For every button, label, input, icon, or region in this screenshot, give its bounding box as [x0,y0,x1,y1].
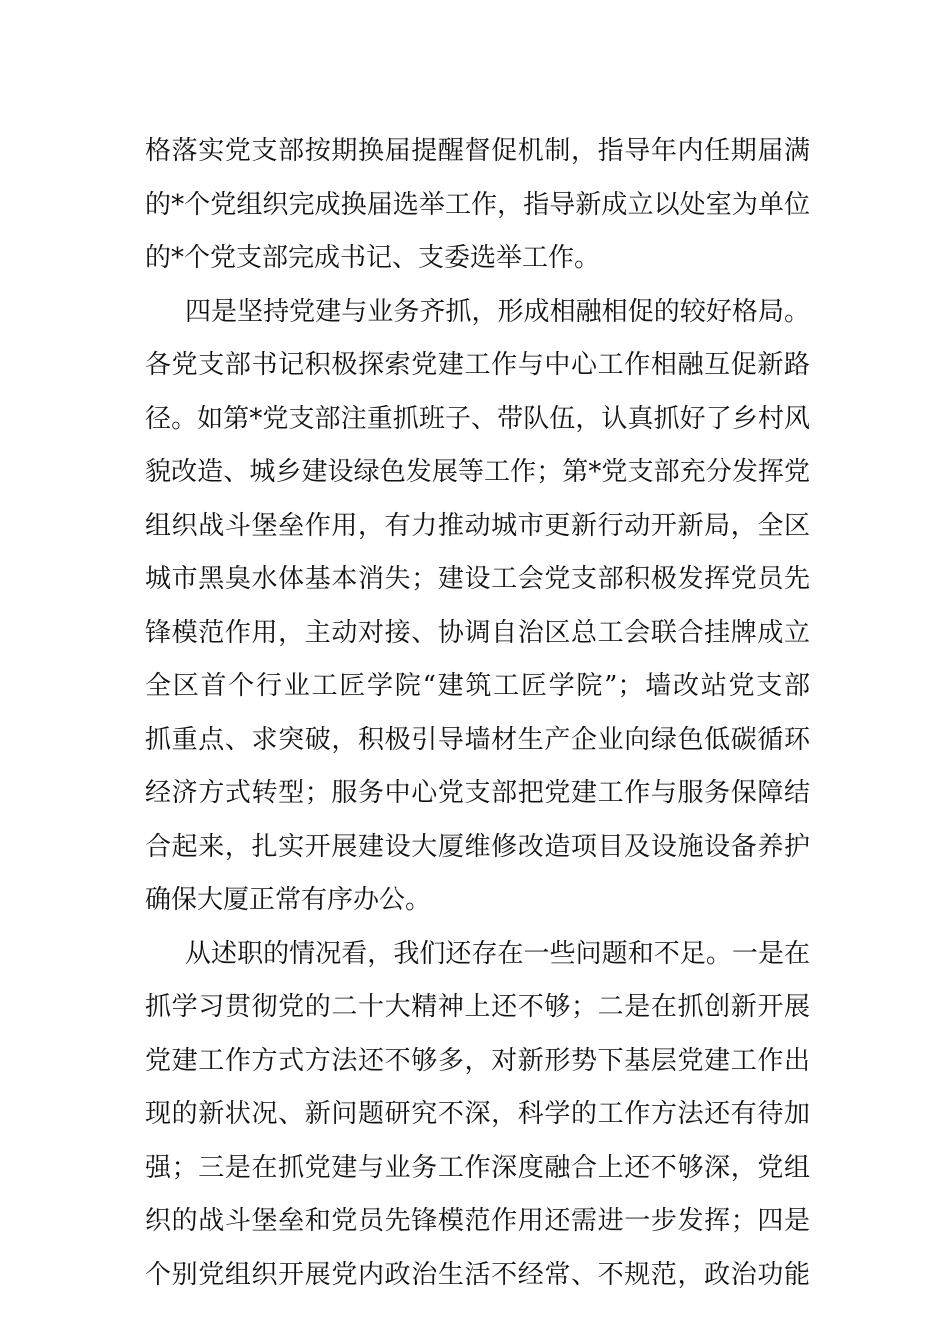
document-body [145,125,810,1302]
text-line: 城市黑臭水体基本消失；建设工会党支部积极发挥党员先 [145,564,810,594]
paragraph-1 [145,125,810,286]
text-line: 格落实党支部按期换届提醒督促机制，指导年内任期届满 [145,136,810,166]
text-line: 从述职的情况看，我们还存在一些问题和不足。一是在 [185,938,810,969]
paragraph-2 [145,286,810,928]
text-line: 强；三是在抓党建与业务工作深度融合上还不够深，党组 [145,1152,810,1183]
text-line: 现的新状况、新问题研究不深，科学的工作方法还有待加 [145,1099,810,1129]
paragraph-3 [145,928,810,1303]
text-line: 个别党组织开展党内政治生活不经常、不规范，政治功能 [145,1259,810,1290]
text-line: 四是坚持党建与业务齐抓，形成相融相促的较好格局。 [185,296,810,327]
text-line: 各党支部书记积极探索党建工作与中心工作相融互促新路 [145,350,810,380]
text-line: 抓重点、求突破，积极引导墙材生产企业向绿色低碳循环 [145,724,810,755]
text-line: 合起来，扎实开展建设大厦维修改造项目及设施设备养护 [145,831,810,862]
text-line: 锋模范作用，主动对接、协调自治区总工会联合挂牌成立 [145,617,810,648]
text-line: 的*个党组织完成换届选举工作，指导新成立以处室为单位 [145,189,810,220]
text-line: 党建工作方式方法还不够多，对新形势下基层党建工作出 [145,1045,810,1076]
text-line: 全区首个行业工匠学院“建筑工匠学院”；墙改站党支部 [145,671,810,701]
text-line: 径。如第*党支部注重抓班子、带队伍，认真抓好了乡村风 [145,403,810,434]
text-line: 的*个党支部完成书记、支委选举工作。 [145,243,601,273]
text-line: 貌改造、城乡建设绿色发展等工作；第*党支部充分发挥党 [145,457,810,487]
text-line: 组织战斗堡垒作用，有力推动城市更新行动开新局，全区 [145,510,810,541]
text-line: 确保大厦正常有序办公。 [145,885,432,915]
text-line: 经济方式转型；服务中心党支部把党建工作与服务保障结 [145,778,810,808]
text-line: 抓学习贯彻党的二十大精神上还不够；二是在抓创新开展 [145,992,810,1022]
text-line: 织的战斗堡垒和党员先锋模范作用还需进一步发挥；四是 [145,1206,810,1236]
